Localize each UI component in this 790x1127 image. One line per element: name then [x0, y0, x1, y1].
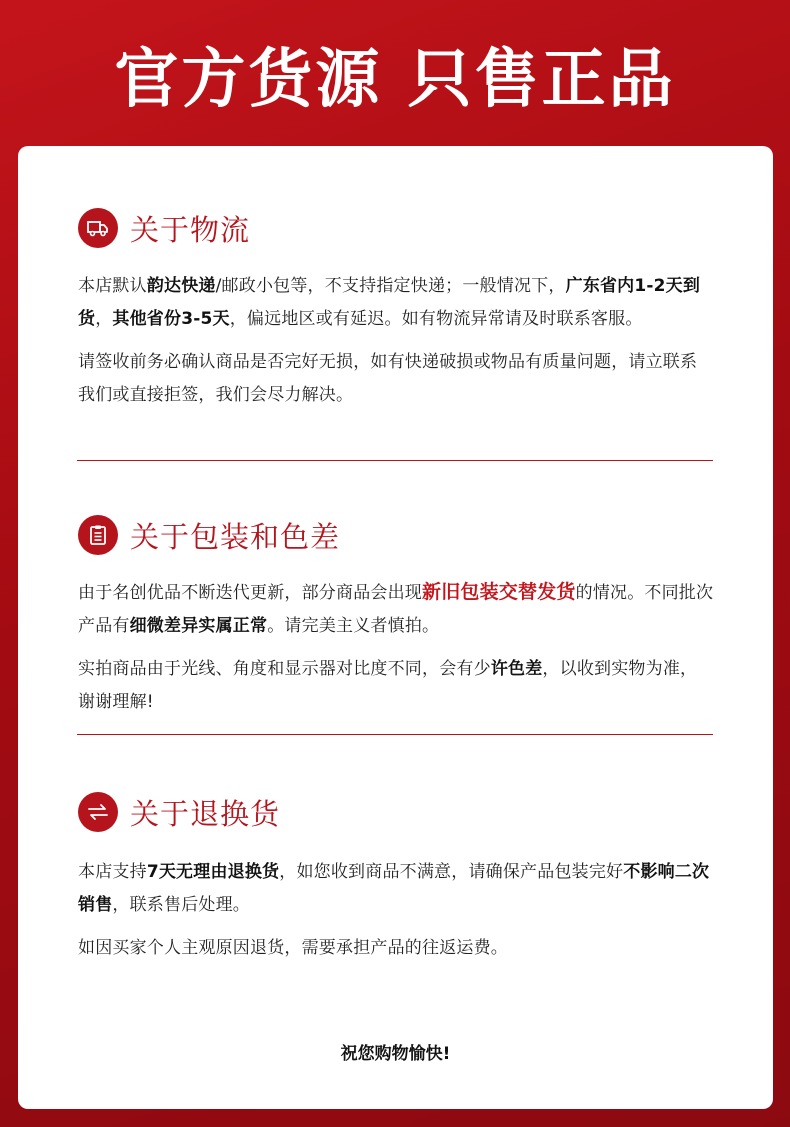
- truck-icon: [78, 208, 118, 248]
- section-packaging: [78, 513, 714, 719]
- divider: [77, 734, 713, 735]
- section-returns: [78, 790, 714, 965]
- paragraph: [78, 653, 714, 719]
- closing-message: 祝您购物愉快!: [340, 1044, 451, 1064]
- text-run: ，偏远地区或有延迟。如有物流异常请及时联系客服。: [229, 309, 643, 329]
- text-run: 。请完美主义者慎拍。: [267, 616, 440, 636]
- bold-text: 韵达快递: [146, 276, 216, 296]
- text-run: 实拍商品由于光线、角度和显示器对比度不同，会有少: [78, 659, 491, 679]
- text-run: ，以收到实物为准，谢谢理解!: [78, 659, 698, 712]
- paragraph: [78, 856, 714, 922]
- paragraph: [78, 346, 714, 412]
- divider: [77, 460, 713, 461]
- page-headline: 官方货源 只售正品: [114, 43, 676, 117]
- text-run: ，: [95, 309, 113, 329]
- paragraph: [78, 932, 714, 965]
- text-run: 本店支持: [78, 862, 147, 882]
- paragraph: [78, 270, 714, 336]
- paragraph: [78, 576, 714, 643]
- text-run: ，联系售后处理。: [112, 895, 251, 915]
- text-run: 如因买家个人主观原因退货，需要承担产品的往返运费。: [78, 938, 508, 958]
- text-run: 请签收前务必确认商品是否完好无损，如有快递破损或物品有质量问题，请立联系我们或直接拒签，我们会尽力解决。: [78, 352, 698, 405]
- section-header: [78, 790, 714, 834]
- text-run: 本店默认: [78, 276, 147, 296]
- info-card: [18, 146, 773, 1109]
- section-title: 关于包装和色差: [130, 519, 341, 554]
- highlight-text: 新旧包装交替发货: [422, 581, 576, 603]
- text-run: ，如您收到商品不满意，请确保产品包装完好: [279, 862, 624, 882]
- section-header: [78, 206, 714, 250]
- bold-text: 细微差异实属正常: [129, 616, 268, 636]
- section-title: 关于退换货: [130, 796, 281, 831]
- bold-text: 许色差: [490, 659, 543, 679]
- section-title: 关于物流: [130, 212, 251, 247]
- text-run: /邮政小包等，不支持指定快递；一般情况下，: [215, 276, 566, 296]
- section-header: [78, 513, 714, 557]
- clipboard-icon: [78, 515, 118, 555]
- bold-text: 其他省份3-5天: [112, 309, 230, 329]
- exchange-icon: [78, 792, 118, 832]
- bold-text: 7天无理由退换货: [146, 862, 280, 882]
- bold-text: 不影响二次销售: [78, 862, 710, 915]
- section-logistics: [78, 206, 714, 412]
- text-run: 的情况。不同批次产品有: [78, 583, 714, 636]
- bold-text: 广东省内1-2天到货: [78, 276, 701, 329]
- text-run: 由于名创优品不断迭代更新，部分商品会出现: [78, 583, 422, 603]
